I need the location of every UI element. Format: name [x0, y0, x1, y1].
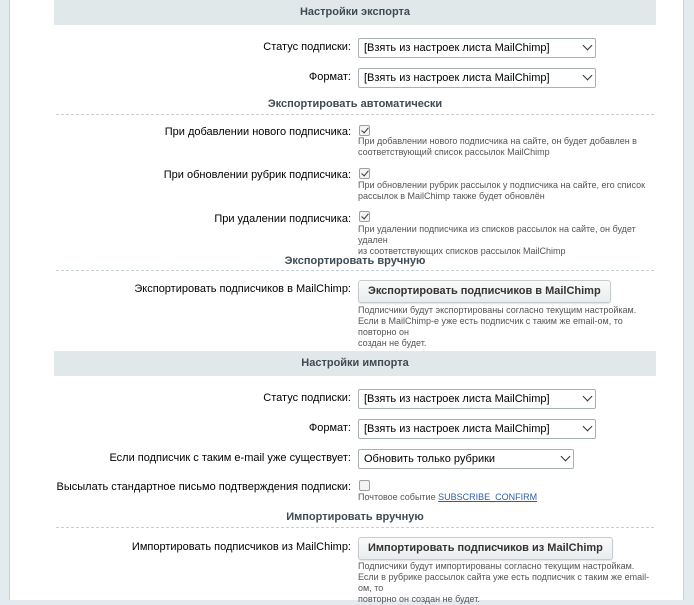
hint-line: При обновлении рубрик рассылок у подписчика на сайте, его список [358, 180, 646, 190]
export-auto-heading: Экспортировать автоматически [267, 98, 443, 110]
export-on-delete-hint [358, 224, 654, 257]
import-manual-hint [358, 561, 654, 605]
export-manual-label: Экспортировать подписчиков в MailChimp: [134, 283, 351, 295]
chevron-down-icon [583, 422, 593, 432]
hint-line: Если в рубрике рассылок сайта уже есть подписчик с таким же email-ом, то [358, 572, 650, 593]
import-status-value: [Взять из настроек листа MailChimp] [364, 393, 550, 405]
export-on-update-hint [358, 180, 654, 202]
divider [56, 114, 654, 115]
import-exists-select[interactable] [358, 449, 574, 469]
export-status-select[interactable] [358, 38, 596, 58]
import-confirm-checkbox[interactable] [359, 480, 370, 491]
hint-line: При добавлении нового подписчика на сайте, он будет добавлен в [358, 136, 637, 146]
export-format-select[interactable] [358, 68, 596, 88]
chevron-down-icon [583, 41, 593, 51]
hint-line: повторно он создан не будет. [358, 594, 480, 604]
divider [56, 270, 654, 271]
import-confirm-label: Высылать стандартное письмо подтверждения подписки: [56, 481, 351, 493]
chevron-down-icon [583, 71, 593, 81]
content-frame [9, 0, 684, 604]
export-format-label: Формат: [308, 71, 351, 83]
divider [56, 527, 654, 528]
hint-line: рассылок в MailChimp также будет обновлён [358, 191, 545, 201]
export-on-update-checkbox[interactable] [359, 168, 370, 179]
export-status-value: [Взять из настроек листа MailChimp] [364, 42, 550, 54]
export-status-label: Статус подписки: [263, 41, 351, 53]
subscribe-confirm-link[interactable]: SUBSCRIBE_CONFIRM [438, 492, 538, 502]
export-manual-hint [358, 305, 654, 349]
export-on-delete-label: При удалении подписчика: [214, 213, 351, 225]
import-status-select[interactable] [358, 389, 596, 409]
chevron-down-icon [583, 392, 593, 402]
export-subscribers-button[interactable]: Экспортировать подписчиков в MailChimp [358, 280, 611, 303]
import-format-value: [Взять из настроек листа MailChimp] [364, 423, 550, 435]
import-subscribers-button[interactable]: Импортировать подписчиков из MailChimp [358, 537, 613, 560]
export-section-header: Настройки экспорта [54, 0, 656, 25]
hint-line: Если в MailChimp-е уже есть подписчик с таким же email-ом, то повторно он [358, 316, 623, 337]
chevron-down-icon [561, 452, 571, 462]
settings-form [54, 0, 656, 604]
hint-line: создан не будет. [358, 338, 427, 348]
hint-line: Подписчики будут импортированы согласно текущим настройкам. [358, 561, 635, 571]
export-format-value: [Взять из настроек листа MailChimp] [364, 72, 550, 84]
import-exists-label: Если подписчик с таким e-mail уже существует: [109, 452, 351, 464]
import-exists-value: Обновить только рубрики [364, 453, 496, 465]
import-manual-label: Импортировать подписчиков из MailChimp: [131, 541, 351, 553]
hint-text: Почтовое событие [358, 492, 439, 502]
import-manual-heading: Импортировать вручную [286, 511, 424, 523]
hint-line: При удалении подписчика из списков рассылок на сайте, он будет удален [358, 224, 636, 245]
hint-line: из соответствующих списков рассылок MailChimp [358, 246, 566, 256]
export-manual-heading: Экспортировать вручную [284, 255, 426, 267]
hint-line: Подписчики будут экспортированы согласно текущим настройкам. [358, 305, 637, 315]
export-on-delete-checkbox[interactable] [359, 211, 370, 222]
import-format-label: Формат: [308, 422, 351, 434]
export-on-add-label: При добавлении нового подписчика: [164, 126, 351, 138]
export-on-update-label: При обновлении рубрик подписчика: [163, 169, 351, 181]
hint-line: соответствующий список рассылок MailChimp [358, 147, 550, 157]
import-section-header: Настройки импорта [54, 351, 656, 376]
import-status-label: Статус подписки: [263, 392, 351, 404]
import-format-select[interactable] [358, 419, 596, 439]
export-on-add-hint [358, 136, 654, 158]
export-on-add-checkbox[interactable] [359, 125, 370, 136]
import-confirm-hint [358, 492, 654, 503]
